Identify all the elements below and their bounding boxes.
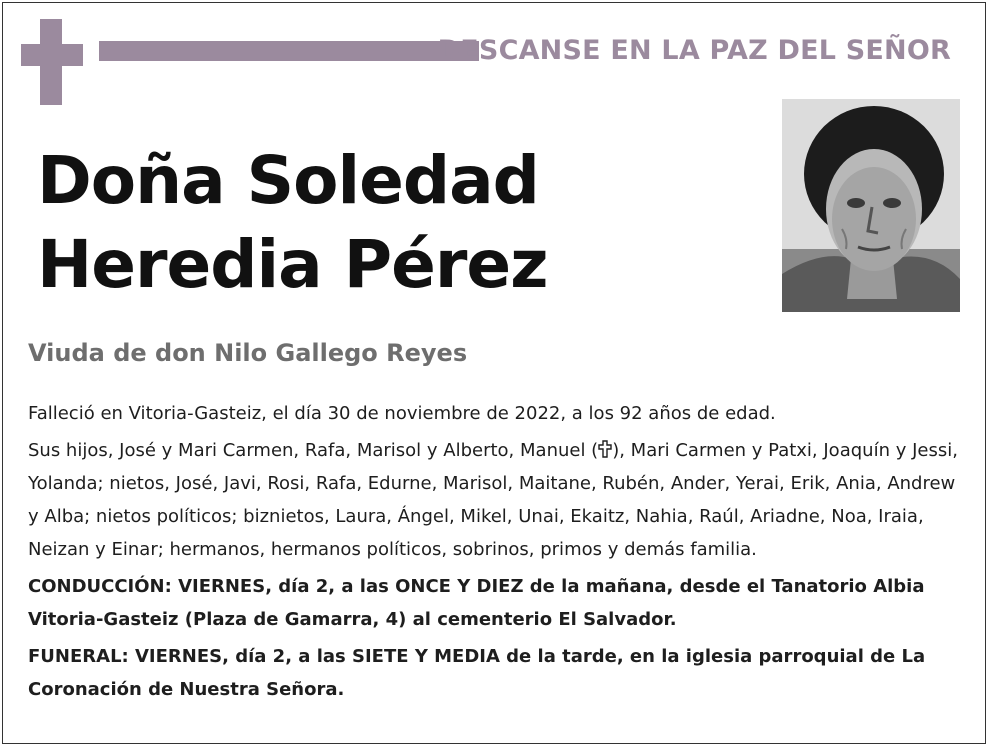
cross-icon <box>21 19 83 105</box>
obituary-card <box>2 2 986 744</box>
header-text: DESCANSE EN LA PAZ DEL SEÑOR <box>437 35 951 66</box>
portrait-photo <box>782 99 960 312</box>
funeral-paragraph: FUNERAL: VIERNES, día 2, a las SIETE Y MEDIA de la tarde, en la iglesia parroquial de La Coronación de Nuestra Señora. <box>28 646 926 700</box>
family-text-part-1: Sus hijos, José y Mari Carmen, Rafa, Marisol y Alberto, Manuel ( <box>28 440 599 461</box>
obituary-body <box>28 397 963 710</box>
death-paragraph: Falleció en Vitoria-Gasteiz, el día 30 de noviembre de 2022, a los 92 años de edad. <box>28 403 776 424</box>
deceased-name <box>37 139 548 307</box>
subtitle: Viuda de don Nilo Gallego Reyes <box>28 339 468 367</box>
conduccion-paragraph: CONDUCCIÓN: VIERNES, día 2, a las ONCE Y DIEZ de la mañana, desde el Tanatorio Albia Vitoria-Gasteiz (Plaza de Gamarra, 4) al cementerio El Salvador. <box>28 576 925 630</box>
name-line-2: Heredia Pérez <box>37 226 548 303</box>
header-bar <box>99 41 479 61</box>
small-cross-icon <box>598 436 612 454</box>
family-paragraph <box>28 434 963 566</box>
name-line-1: Doña Soledad <box>37 142 539 219</box>
family-text-part-2: ), Mari Carmen y Patxi, Joaquín y Jessi, Yolanda; nietos, José, Javi, Rosi, Rafa, Edurne, Marisol, Maitane, Rubén, Ander, Yerai, Erik, Ania, Andrew y Alba; nietos políticos; biznietos, Laura, Ángel, Mikel, Unai, Ekaitz, Nahia, Raúl, Ariadne, Noa, Iraia, Neizan y Einar; hermanos, hermanos políticos, sobrinos, primos y demás familia. <box>28 440 958 560</box>
